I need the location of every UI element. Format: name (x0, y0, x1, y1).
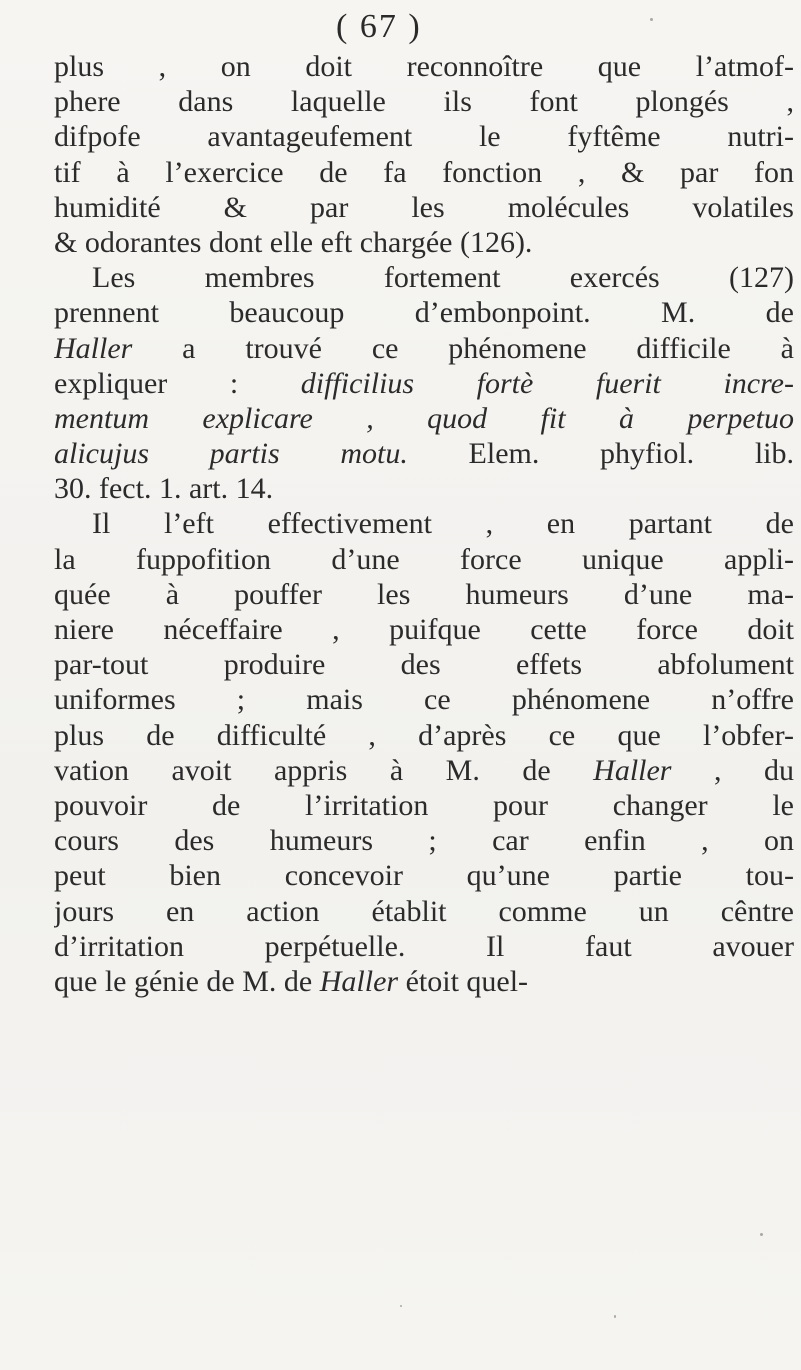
text-segment: phere dans laquelle ils font plongés , (54, 85, 794, 119)
text-line (54, 225, 794, 260)
text-segment: étoit quel- (398, 964, 529, 998)
text-line (54, 260, 794, 295)
text-segment: cours des humeurs ; car enfin , on (54, 824, 794, 858)
text-line (54, 577, 794, 612)
italic-text-segment: difficilius fortè fuerit incre- (300, 366, 794, 400)
text-segment: jours en action établit comme un cêntre (54, 894, 794, 928)
text-segment: uniformes ; mais ce phénomene n’offre (54, 683, 794, 717)
text-line (54, 155, 794, 190)
text-segment: & odorantes dont elle eft chargée (126). (54, 225, 533, 259)
italic-text-segment: Haller (593, 753, 672, 787)
text-line (54, 401, 794, 436)
text-segment: difpofe avantageufement le fyftême nutri- (54, 120, 794, 154)
text-line (54, 542, 794, 577)
text-line (54, 295, 794, 330)
text-line (54, 49, 794, 84)
text-line (54, 366, 794, 401)
body-text (54, 49, 794, 999)
italic-text-segment: Haller (319, 964, 399, 998)
text-line (54, 682, 794, 717)
text-line (54, 823, 794, 858)
text-segment: humidité & par les molécules volatiles (54, 190, 794, 224)
paper-speck (614, 1315, 616, 1318)
text-line (54, 894, 794, 929)
text-segment: expliquer : (54, 366, 301, 400)
text-segment: 30. fect. 1. art. 14. (54, 472, 274, 506)
text-segment: plus , on doit reconnoître que l’atmof- (54, 50, 794, 83)
text-line (54, 718, 794, 753)
text-segment: prennent beaucoup d’embonpoint. M. de (54, 296, 794, 330)
text-line (54, 471, 794, 506)
text-segment: la fuppofition d’une force unique appli- (54, 542, 794, 576)
text-segment: par-tout produire des effets abfolument (54, 648, 794, 682)
text-line (54, 612, 794, 647)
paper-speck (650, 18, 653, 21)
text-segment: quée à pouffer les humeurs d’une ma- (54, 577, 794, 611)
paper-speck (400, 1305, 402, 1307)
text-segment: , du (671, 753, 794, 787)
text-segment: vation avoit appris à M. de (54, 753, 594, 787)
text-line (54, 436, 794, 471)
italic-text-segment: mentum explicare , quod fit à perpetuo (54, 401, 794, 435)
text-segment: d’irritation perpétuelle. Il faut avouer (54, 929, 794, 963)
text-line (54, 753, 794, 788)
text-segment: plus de difficulté , d’après ce que l’obfer- (54, 718, 794, 752)
italic-text-segment: Haller (54, 331, 133, 365)
page-number: ( 67 ) (336, 8, 422, 45)
text-line (54, 119, 794, 154)
text-line (54, 190, 794, 225)
italic-text-segment: alicujus partis motu. (54, 437, 408, 471)
text-segment: a trouvé ce phénomene difficile à (132, 331, 794, 365)
text-line (54, 788, 794, 823)
text-segment: tif à l’exercice de fa fonction , & par fon (54, 155, 794, 189)
text-segment: Il l’eft effectivement , en partant de (92, 507, 794, 541)
text-line (54, 858, 794, 893)
text-segment: Les membres fortement exercés (127) (92, 261, 794, 295)
text-segment: pouvoir de l’irritation pour changer le (54, 788, 794, 822)
text-segment: niere néceffaire , puifque cette force doit (54, 613, 794, 646)
text-line (54, 964, 794, 999)
paper-speck (760, 1233, 763, 1236)
text-line (54, 929, 794, 964)
text-segment: que le génie de M. de (54, 964, 320, 998)
text-line (54, 331, 794, 366)
text-line (54, 84, 794, 119)
text-segment: Elem. phyfiol. lib. (407, 437, 794, 471)
text-line (54, 647, 794, 682)
text-line (54, 506, 794, 541)
text-segment: peut bien concevoir qu’une partie tou- (54, 859, 794, 893)
